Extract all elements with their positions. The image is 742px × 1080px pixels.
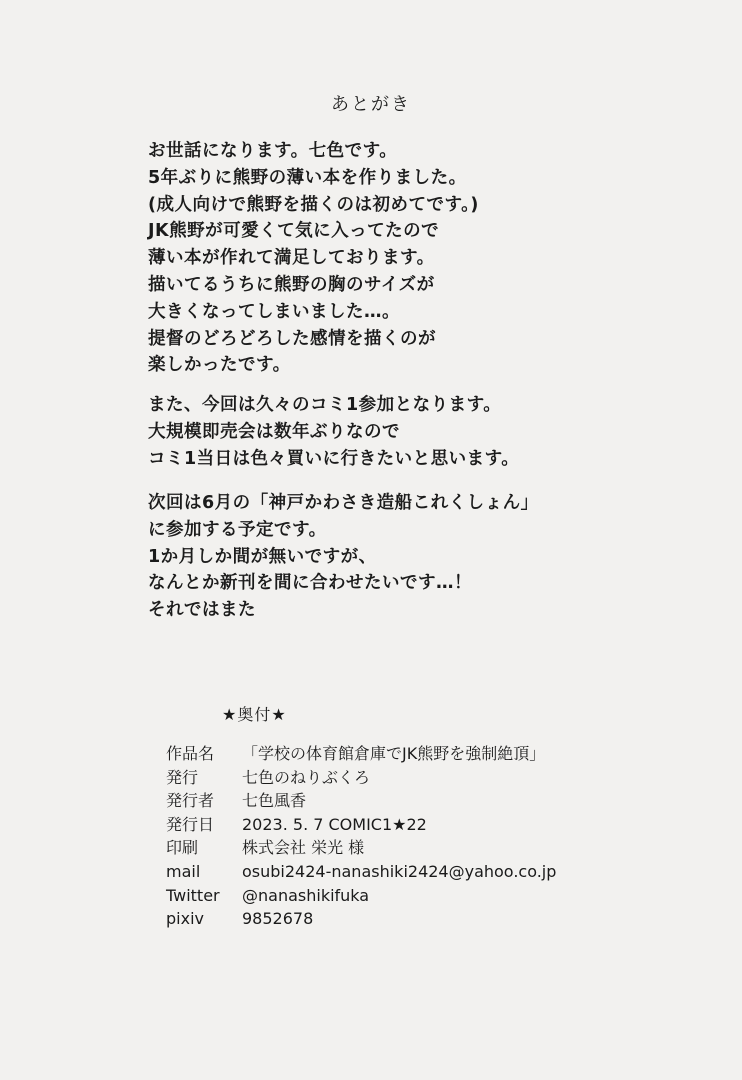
colophon-row-mail — [166, 860, 556, 884]
paragraph-line: コミ1当日は色々買いに行きたいと思います。 — [148, 448, 520, 469]
afterword-title: あとがき — [331, 94, 411, 115]
colophon-row-pixiv — [166, 907, 556, 931]
colophon-table — [166, 742, 556, 931]
colophon-label: Twitter — [166, 885, 220, 905]
colophon-value: @nanashikifuka — [242, 885, 370, 905]
colophon-label: 発行 — [166, 767, 199, 787]
colophon-value: 9852678 — [242, 909, 314, 929]
paragraph-line: に参加する予定です。 — [148, 519, 327, 540]
colophon-label: 発行日 — [166, 814, 215, 834]
paragraph-line: 描いてるうちに熊野の胸のサイズが — [148, 274, 435, 295]
paragraph-line: 提督のどろどろした感情を描くのが — [148, 328, 436, 349]
paragraph-line: それではまた — [148, 600, 256, 621]
paragraph-line: 5年ぶりに熊野の薄い本を作りました。 — [148, 167, 467, 188]
afterword-paragraph-2 — [148, 392, 618, 472]
paragraph-line: 次回は6月の「神戸かわさき造船これくしょん」 — [148, 493, 539, 513]
paragraph-line: お世話になります。七色です。 — [148, 141, 398, 161]
colophon-label: mail — [166, 861, 201, 881]
colophon-value: 七色のねりぶくろ — [242, 767, 371, 787]
colophon-row-printer — [166, 836, 556, 860]
paragraph-line: (成人向けで熊野を描くのは初めてです。) — [148, 194, 479, 215]
colophon-label: pixiv — [166, 909, 204, 929]
colophon-row-circle — [166, 766, 556, 790]
paragraph-line: 楽しかったです。 — [148, 355, 291, 376]
colophon-label: 印刷 — [166, 838, 199, 858]
paragraph-line: また、今回は久々のコミ1参加となります。 — [148, 395, 502, 415]
colophon-value: 株式会社 栄光 様 — [242, 838, 365, 858]
colophon-title: ★奥付★ — [222, 705, 287, 724]
paragraph-line: 大きくなってしまいました…。 — [148, 301, 400, 322]
colophon-value: 七色風香 — [242, 791, 307, 811]
afterword-paragraph-1 — [148, 138, 618, 379]
colophon-label: 作品名 — [166, 744, 215, 763]
paragraph-line: なんとか新刊を間に合わせたいです…！ — [148, 573, 472, 594]
colophon-value: osubi2424-nanashiki2424@yahoo.co.jp — [242, 861, 557, 881]
colophon-label: 発行者 — [166, 791, 215, 811]
colophon-value: 2023. 5. 7 COMIC1★22 — [242, 814, 427, 834]
paragraph-line: 薄い本が作れて満足しております。 — [148, 248, 435, 269]
colophon-value: 「学校の体育館倉庫でJK熊野を強制絶頂」 — [242, 744, 546, 763]
colophon-row-publisher — [166, 789, 556, 813]
paragraph-line: 1か月しか間が無いですが、 — [148, 546, 377, 567]
afterword-paragraph-3 — [148, 490, 618, 624]
colophon-row-title — [166, 742, 556, 766]
paragraph-line: JK熊野が可愛くて気に入ってたので — [148, 221, 440, 242]
colophon-row-date — [166, 813, 556, 837]
paragraph-line: 大規模即売会は数年ぶりなので — [148, 421, 400, 442]
colophon-row-twitter — [166, 884, 556, 908]
